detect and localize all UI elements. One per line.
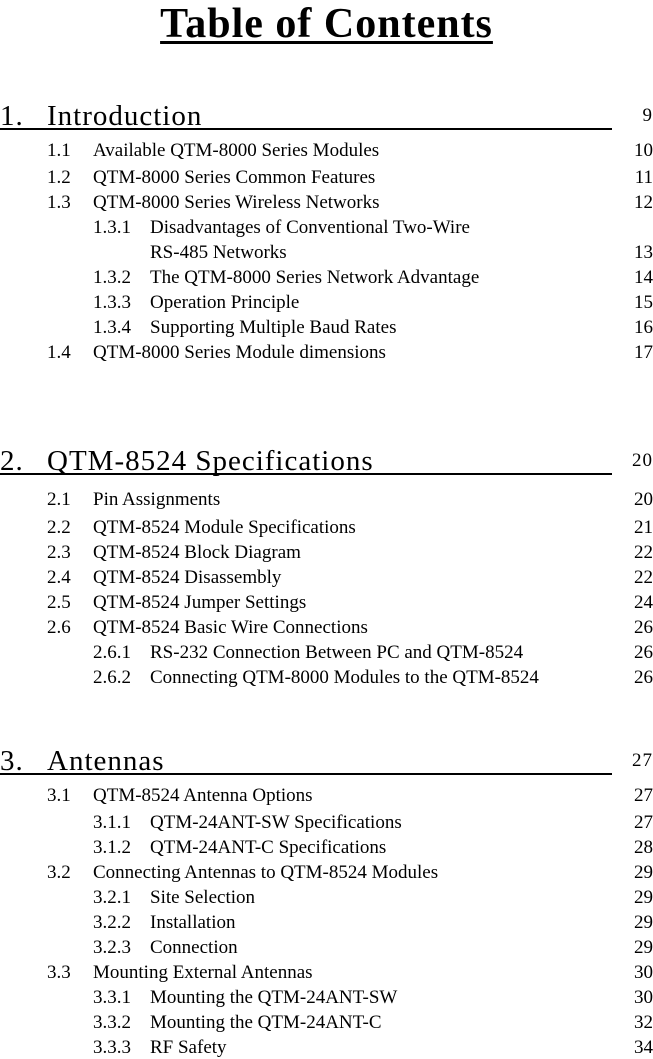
entry-title: Mounting the QTM-24ANT-SW	[150, 987, 398, 1008]
entry-title: Mounting External Antennas	[93, 962, 313, 983]
entry-page: 22	[634, 542, 653, 563]
entry-page: 30	[634, 962, 653, 983]
entry-number: 3.3.2	[93, 1012, 131, 1033]
entry-title: QTM-8524 Jumper Settings	[93, 592, 307, 613]
entry-title: RS-232 Connection Between PC and QTM-8524	[150, 642, 524, 663]
entry-number: 1.4	[47, 342, 71, 363]
chapter-rule	[0, 773, 612, 775]
entry-number: 2.4	[47, 567, 71, 588]
chapter-rule	[0, 128, 612, 130]
entry-title: RF Safety	[150, 1037, 227, 1058]
entry-title: QTM-8000 Series Module dimensions	[93, 342, 386, 363]
entry-page: 29	[634, 862, 653, 883]
entry-page: 32	[634, 1012, 653, 1033]
entry-title: Disadvantages of Conventional Two-Wire	[150, 217, 470, 238]
entry-title: The QTM-8000 Series Network Advantage	[150, 267, 480, 288]
entry-title: Site Selection	[150, 887, 256, 908]
chapter-page: 20	[632, 450, 653, 471]
entry-number: 1.2	[47, 167, 71, 188]
entry-number: 3.3.1	[93, 987, 131, 1008]
chapter-number: 3.	[0, 745, 24, 777]
entry-title: Connecting QTM-8000 Modules to the QTM-8524	[150, 667, 539, 688]
entry-page: 22	[634, 567, 653, 588]
chapter-title: Antennas	[47, 745, 165, 777]
entry-number: 2.5	[47, 592, 71, 613]
entry-page: 29	[634, 887, 653, 908]
entry-page: 28	[634, 837, 653, 858]
entry-number: 3.1.2	[93, 837, 131, 858]
entry-number: 1.3.1	[93, 217, 131, 238]
entry-number: 3.1.1	[93, 812, 131, 833]
entry-page: 29	[634, 912, 653, 933]
entry-title: Mounting the QTM-24ANT-C	[150, 1012, 382, 1033]
entry-title: QTM-8524 Block Diagram	[93, 542, 301, 563]
entry-title: QTM-8524 Disassembly	[93, 567, 282, 588]
entry-number: 1.1	[47, 140, 71, 161]
entry-page: 10	[634, 140, 653, 161]
entry-page: 17	[634, 342, 653, 363]
chapter-page: 27	[632, 750, 653, 771]
entry-number: 1.3.3	[93, 292, 131, 313]
entry-title: QTM-8524 Module Specifications	[93, 517, 356, 538]
entry-page: 34	[634, 1037, 653, 1058]
entry-number: 3.3	[47, 962, 71, 983]
chapter-rule	[0, 473, 612, 475]
entry-number: 2.6.1	[93, 642, 131, 663]
chapter-title: QTM-8524 Specifications	[47, 445, 374, 477]
entry-page: 26	[634, 642, 653, 663]
entry-page: 20	[634, 489, 653, 510]
entry-title: Supporting Multiple Baud Rates	[150, 317, 397, 338]
entry-page: 15	[634, 292, 653, 313]
entry-title: QTM-8524 Basic Wire Connections	[93, 617, 368, 638]
entry-number: 2.6	[47, 617, 71, 638]
entry-page: 30	[634, 987, 653, 1008]
entry-page: 27	[634, 812, 653, 833]
entry-page: 12	[634, 192, 653, 213]
entry-title: Pin Assignments	[93, 489, 221, 510]
entry-title: Operation Principle	[150, 292, 300, 313]
entry-number: 1.3.2	[93, 267, 131, 288]
entry-number: 3.2.1	[93, 887, 131, 908]
entry-number: 3.2	[47, 862, 71, 883]
entry-title-continued: RS-485 Networks	[150, 242, 287, 263]
entry-number: 3.2.3	[93, 937, 131, 958]
entry-page: 13	[634, 242, 653, 263]
entry-page: 29	[634, 937, 653, 958]
entry-page: 26	[634, 667, 653, 688]
entry-title: Connection	[150, 937, 238, 958]
entry-page: 27	[634, 785, 653, 806]
entry-number: 2.1	[47, 489, 71, 510]
entry-title: QTM-8524 Antenna Options	[93, 785, 313, 806]
entry-page: 16	[634, 317, 653, 338]
chapter-page: 9	[642, 105, 653, 126]
entry-number: 3.3.3	[93, 1037, 131, 1058]
entry-page: 14	[634, 267, 653, 288]
entry-number: 1.3.4	[93, 317, 131, 338]
entry-page: 26	[634, 617, 653, 638]
entry-number: 3.1	[47, 785, 71, 806]
entry-number: 2.6.2	[93, 667, 131, 688]
entry-number: 2.3	[47, 542, 71, 563]
entry-number: 2.2	[47, 517, 71, 538]
page-title: Table of Contents	[160, 1, 493, 47]
entry-title: QTM-8000 Series Common Features	[93, 167, 376, 188]
entry-number: 1.3	[47, 192, 71, 213]
entry-title: Installation	[150, 912, 236, 933]
entry-title: Available QTM-8000 Series Modules	[93, 140, 380, 161]
entry-title: Connecting Antennas to QTM-8524 Modules	[93, 862, 439, 883]
chapter-number: 1.	[0, 100, 24, 132]
entry-number: 3.2.2	[93, 912, 131, 933]
entry-title: QTM-24ANT-SW Specifications	[150, 812, 402, 833]
entry-page: 21	[634, 517, 653, 538]
entry-title: QTM-24ANT-C Specifications	[150, 837, 387, 858]
entry-page: 24	[634, 592, 653, 613]
chapter-number: 2.	[0, 445, 24, 477]
entry-page: 11	[634, 167, 653, 188]
entry-title: QTM-8000 Series Wireless Networks	[93, 192, 380, 213]
chapter-title: Introduction	[47, 100, 203, 132]
